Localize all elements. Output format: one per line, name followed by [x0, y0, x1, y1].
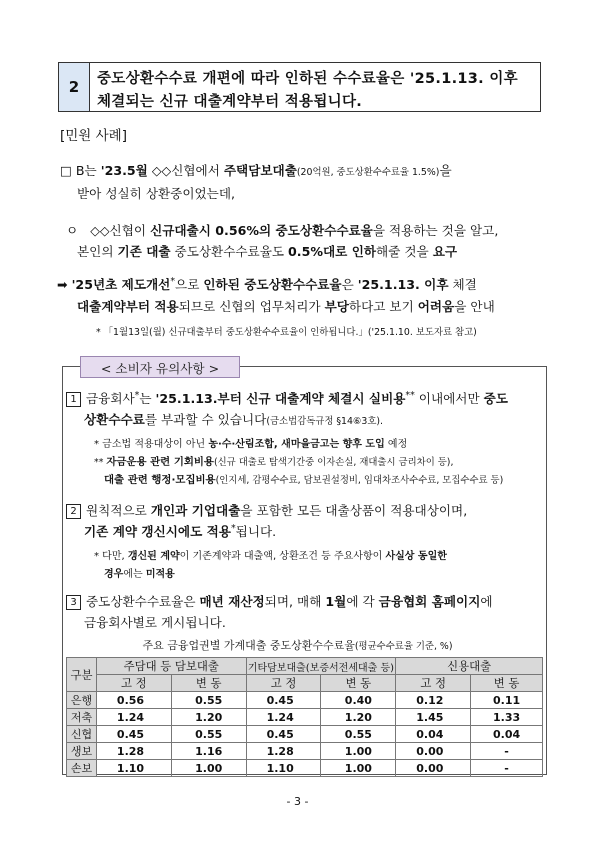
table-row	[67, 726, 543, 743]
table-caption: 주요 금융업권별 가계대출 중도상환수수료율(평균수수료율 기준, %)	[142, 639, 453, 652]
case-paragraph-2-line2: 본인의 기존 대출 중도상환수수료율도 0.5%대로 인하해줄 것을 요구	[77, 244, 458, 259]
table-cell: 1.00	[321, 743, 396, 760]
section-title-line1: 중도상환수수료 개편에 따라 인하된 수수료율은 '25.1.13. 이후	[97, 71, 518, 87]
notice-item-2-footnote-line2: 경우에는 미적용	[104, 569, 175, 580]
notice-item-1-footnote-2-line2: 대출 관련 행정·모집비용(인지세, 감평수수료, 담보권설정비, 임대차조사수수료, 모집수수료 등)	[104, 474, 504, 486]
table-cell: 0.45	[96, 726, 171, 743]
table-cell: 1.28	[246, 743, 321, 760]
table-cell: 1.45	[396, 709, 471, 726]
notice-item-1-footnote-1: * 금소법 적용대상이 아닌 농·수·산림조합, 새마을금고는 향후 도입 예정	[94, 439, 408, 450]
case-paragraph-1-line2: 받아 성실히 상환중이었는데,	[77, 186, 235, 201]
notice-item-1: 1 금융회사*는 '25.1.13.부터 신규 대출계약 체결시 실비용** 이내에서만 중도	[66, 388, 508, 407]
row-label: 생보	[67, 743, 97, 760]
notice-item-3: 3 중도상환수수료율은 매년 재산정되며, 매해 1월에 각 금융협회 홈페이지에	[66, 591, 493, 610]
table-group-header: 주담대 등 담보대출	[96, 658, 246, 675]
page-number: - 3 -	[286, 795, 309, 808]
table-subheader: 고 정	[396, 675, 471, 692]
notice-item-2-footnote: * 다만, 갱신된 계약이 기존계약과 대출액, 상환조건 등 주요사항이 사실상 동일한	[94, 551, 447, 562]
table-cell: 1.24	[96, 709, 171, 726]
fee-rate-table	[66, 657, 543, 777]
table-cell: 1.00	[171, 760, 246, 777]
table-cell: 1.10	[96, 760, 171, 777]
table-cell: 1.33	[471, 709, 543, 726]
item-number-box: 3	[66, 595, 81, 610]
notice-item-2-line2: 기존 계약 갱신시에도 적용*됩니다.	[84, 522, 277, 539]
table-subheader: 고 정	[246, 675, 321, 692]
case-paragraph-1: □ B는 '23.5월 ◇◇신협에서 주택담보대출(20억원, 중도상환수수료율 1.5%)을	[60, 163, 452, 178]
case-conclusion: ➡ '25년초 제도개선*으로 인하된 중도상환수수료율은 '25.1.13. 이후 체결	[57, 275, 477, 292]
table-cell: -	[471, 743, 543, 760]
notice-item-2: 2 원칙적으로 개인과 기업대출을 포함한 모든 대출상품이 적용대상이며,	[66, 500, 467, 519]
notice-item-3-line2: 금융회사별로 게시됩니다.	[84, 615, 226, 630]
table-cell: 1.10	[246, 760, 321, 777]
section-number: 2	[59, 63, 90, 111]
notice-item-1-line2: 상환수수료를 부과할 수 있습니다(금소법감독규정 §14⑥3호).	[84, 412, 384, 427]
section-header-box	[58, 62, 541, 112]
table-cell: 0.00	[396, 760, 471, 777]
arrow-right-icon: ➡	[57, 277, 68, 292]
table-row	[67, 760, 543, 777]
case-paragraph-2: ㅇ ◇◇신협이 신규대출시 0.56%의 중도상환수수료율을 적용하는 것을 알고,	[66, 223, 499, 238]
table-subheader: 변 동	[321, 675, 396, 692]
table-subheader: 고 정	[96, 675, 171, 692]
table-cell: 1.24	[246, 709, 321, 726]
table-header-category: 구분	[67, 658, 97, 692]
item-number-box: 1	[66, 392, 81, 407]
table-cell: 0.40	[321, 692, 396, 709]
item-number-box: 2	[66, 504, 81, 519]
notice-item-1-footnote-2: ** 자금운용 관련 기회비용(신규 대출로 탐색기간중 이자손실, 재대출시 금리차이 등),	[94, 456, 454, 468]
table-cell: 0.45	[246, 726, 321, 743]
table-cell: 0.11	[471, 692, 543, 709]
row-label: 손보	[67, 760, 97, 777]
table-cell: 0.55	[171, 726, 246, 743]
table-group-header: 신용대출	[396, 658, 543, 675]
section-title-line2: 체결되는 신규 대출계약부터 적용됩니다.	[97, 94, 363, 110]
table-cell: 1.20	[321, 709, 396, 726]
table-cell: 0.56	[96, 692, 171, 709]
table-group-header: 기타담보대출(보증서전세대출 등)	[246, 658, 396, 675]
table-cell: 0.04	[396, 726, 471, 743]
table-subheader: 변 동	[171, 675, 246, 692]
table-cell: 0.55	[171, 692, 246, 709]
case-heading: [민원 사례]	[60, 128, 127, 144]
table-cell: 1.00	[321, 760, 396, 777]
row-label: 저축	[67, 709, 97, 726]
row-label: 신협	[67, 726, 97, 743]
case-conclusion-line2: 대출계약부터 적용되므로 신협의 업무처리가 부당하다고 보기 어려움을 안내	[77, 299, 495, 314]
table-cell: 0.12	[396, 692, 471, 709]
table-row	[67, 692, 543, 709]
table-cell: 1.16	[171, 743, 246, 760]
table-cell: 0.00	[396, 743, 471, 760]
case-footnote: * 「1월13일(월) 신규대출부터 중도상환수수료율이 인하됩니다.」('25.1.10. 보도자료 참고)	[96, 327, 477, 338]
table-subheader: 변 동	[471, 675, 543, 692]
table-cell: 1.28	[96, 743, 171, 760]
consumer-notice-badge: < 소비자 유의사항 >	[80, 356, 240, 378]
table-cell: 1.20	[171, 709, 246, 726]
table-cell: 0.55	[321, 726, 396, 743]
row-label: 은행	[67, 692, 97, 709]
table-cell: -	[471, 760, 543, 777]
table-cell: 0.45	[246, 692, 321, 709]
table-row	[67, 743, 543, 760]
table-row	[67, 709, 543, 726]
table-cell: 0.04	[471, 726, 543, 743]
